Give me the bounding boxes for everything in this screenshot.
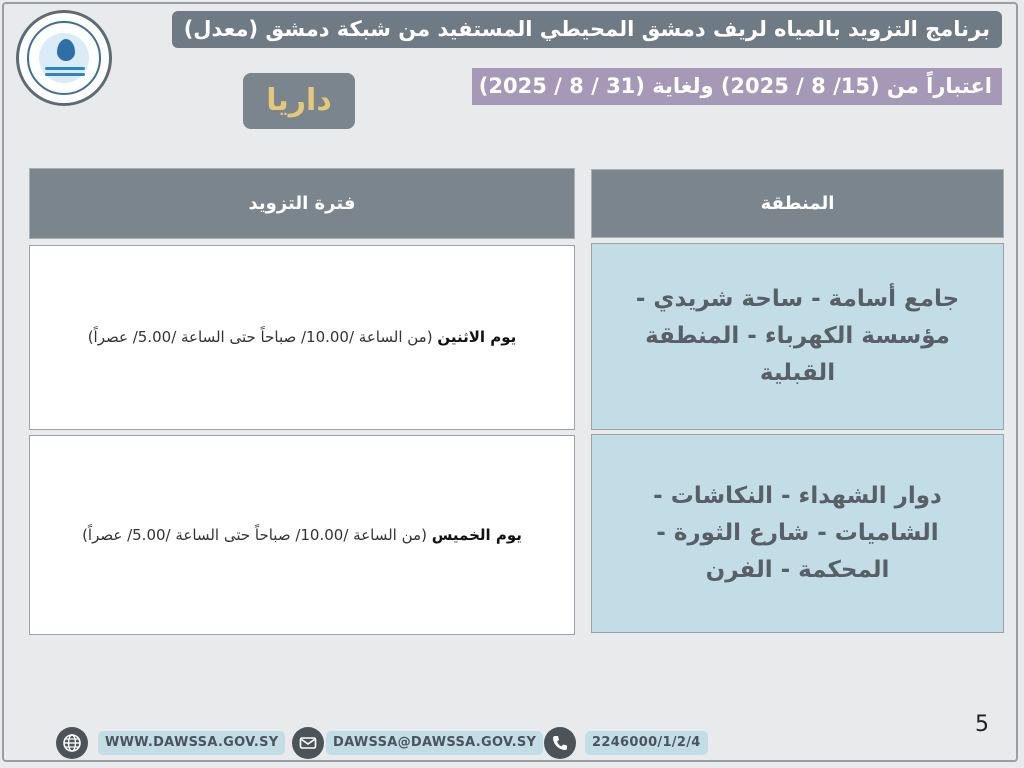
globe-icon [56, 727, 88, 759]
website-link[interactable]: WWW.DAWSSA.GOV.SY [98, 731, 285, 755]
page-title: برنامج التزويد بالمياه لريف دمشق المحيطي المستفيد من شبكة دمشق (معدل) [172, 11, 1002, 48]
phone-number[interactable]: 2246000/1/2/4 [585, 731, 708, 755]
mail-icon [292, 727, 324, 759]
region-text: جامع أسامة - ساحة شريدي - مؤسسة الكهرباء - المنطقة القبلية [635, 286, 960, 386]
page-number: 5 [975, 712, 989, 737]
period-text [82, 522, 522, 549]
column-header-region: المنطقة [591, 169, 1004, 238]
region-cell [591, 434, 1004, 633]
logo-wave [45, 67, 85, 70]
region-text: دوار الشهداء - النكاشات - الشاميات - شارع الثورة - المحكمة - الفرن [653, 483, 942, 583]
organization-logo [16, 10, 112, 106]
region-cell [591, 243, 1004, 430]
city-badge: داريا [243, 73, 355, 129]
logo-wave [45, 73, 85, 76]
email-link[interactable]: DAWSSA@DAWSSA.GOV.SY [326, 731, 543, 755]
period-text [88, 324, 517, 351]
supply-time: (من الساعة /10.00/ صباحاً حتى الساعة /5.00/ عصراً) [87, 328, 433, 346]
date-range: اعتباراً من (15/ 8 / 2025) ولغاية (31 / 8 / 2025) [472, 68, 1002, 105]
supply-time: (من الساعة /10.00/ صباحاً حتى الساعة /5.00/ عصراً) [82, 525, 427, 544]
period-cell [29, 435, 575, 635]
phone-icon [544, 727, 576, 759]
column-header-period: فترة التزويد [29, 168, 575, 239]
water-drop-icon [57, 39, 75, 61]
supply-day: يوم الخميس [431, 525, 522, 544]
supply-day: يوم الاثنين [437, 328, 517, 346]
period-cell [29, 245, 575, 430]
